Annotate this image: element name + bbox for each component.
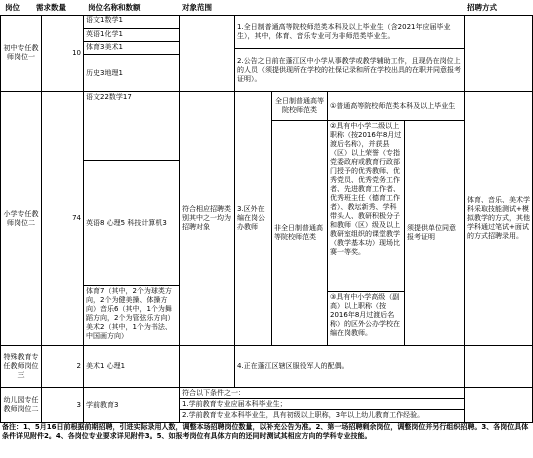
count-3: 2 — [41, 345, 84, 388]
condition-4a: 1.学前教育专业应届本科毕业生； — [179, 398, 465, 410]
post-2: 小学专任教师岗位二 — [0, 91, 42, 346]
method-col-4 — [464, 387, 533, 423]
military-spouse: 4.正在蓬江区辖区服役军人的配偶。 — [234, 345, 465, 388]
count-4: 3 — [41, 387, 84, 423]
method-col-top — [464, 15, 533, 92]
scope-col-3 — [179, 345, 235, 388]
header-count: 需求数量 — [36, 3, 66, 12]
header-post: 岗位 — [5, 3, 20, 12]
condition-4b: 2.学前教育专业本科毕业生，具有初级以上职称，3年以上幼儿教育工作经验。 — [179, 409, 465, 423]
subject-1a: 语文1数学1 — [83, 15, 180, 29]
method-col-3 — [464, 345, 533, 388]
header-scope: 对象范围 — [182, 3, 212, 12]
subject-4: 学前教育3 — [83, 387, 180, 423]
subject-1b: 英语1化学1 — [83, 28, 180, 42]
out-of-region-teachers: 3.区外在编在岗公办教师 — [234, 91, 272, 346]
subject-3: 美术1 心理1 — [83, 345, 180, 388]
approval-proof: 须提供单位同意报考证明 — [404, 120, 465, 346]
eligibility-note: 符合相应招聘类别其中之一均为招聘对象 — [179, 91, 235, 346]
scope-col-1 — [179, 15, 235, 92]
subject-1d: 历史3地理1 — [83, 54, 180, 92]
post-4: 幼儿园专任教师岗位二 — [0, 387, 42, 423]
header-method: 招聘方式 — [467, 3, 497, 12]
count-2: 74 — [41, 91, 84, 346]
footnote: 备注：1、5月16日前根据前期招聘，引进实际录用人数，调整本场招聘岗位数量，以补充公告为准。2、第一场招聘剩余岗位，调整岗位并另行组织招聘。3、各岗位具体条件详见附件2。4、各岗位专业要求详见附件3。5、如报考岗位有具体方向的还同时测试其相应方向的学科专业技能。 — [2, 423, 529, 440]
post-3: 特殊教育专任教师岗位三 — [0, 345, 42, 388]
subject-2c: 体育7（其中，2个为球类方向，2个为健美操、体操方向）音乐6（其中，1个为舞蹈方向，2个为管弦乐方向） 美术2（其中，1个为书法、中国画方向） — [83, 285, 180, 346]
scope-2: 2.公告之日前在蓬江区中小学从事教学或教学辅助工作，且现仍在岗位上的人员（须提供现所在学校的社保记录和所在学校出具的在职并同意报考证明）。 — [234, 48, 465, 92]
condition-2: ②具有中小学二级以上职称（按2016年8月过渡后名称），并获县（区）以上荣誉（专指党委政府或教育行政部门授予的优秀教师、优秀党员、优秀党务工作者、先进教育工作者、优秀班主任（德育工作者）、教坛新秀、学科带头人、教研积极分子和教师（区）级及以上教研室组织的课堂教学（教学基本功）现场比赛一等奖。 — [327, 120, 405, 292]
subject-1c: 体育3美术1 — [83, 41, 180, 55]
subject-2a: 语文22数学17 — [83, 91, 180, 161]
header-post-name-count: 岗位名称和数额 — [88, 3, 141, 12]
scope-1: 1.全日制普通高等院校师范类本科及以上毕业生（含2021年应届毕业生），其中，体育、音乐专业可为非师范类毕业生。 — [234, 15, 465, 49]
subject-2b: 英语8 心理5 科技计算机3 — [83, 160, 180, 286]
category-fulltime: 全日制普通高等院校师范类 — [271, 91, 328, 121]
condition-head-4: 符合以下条件之一： — [179, 387, 465, 399]
category-parttime: 非全日制普通高等院校师范类 — [271, 120, 328, 346]
post-1: 初中专任教师岗位一 — [0, 15, 42, 92]
condition-1: ①普通高等院校师范类本科及以上毕业生 — [327, 91, 465, 121]
condition-3: ③具有中小学高级（副高）以上职称（按2016年8月过渡后名称）的区外公办学校在编在岗教师。 — [327, 291, 405, 346]
recruitment-method: 体育、音乐、美术学科采取技能测试+模拟教学的方式，其他学科通过笔试+面试的方式招聘录用。 — [464, 91, 533, 346]
count-1: 10 — [41, 15, 84, 92]
